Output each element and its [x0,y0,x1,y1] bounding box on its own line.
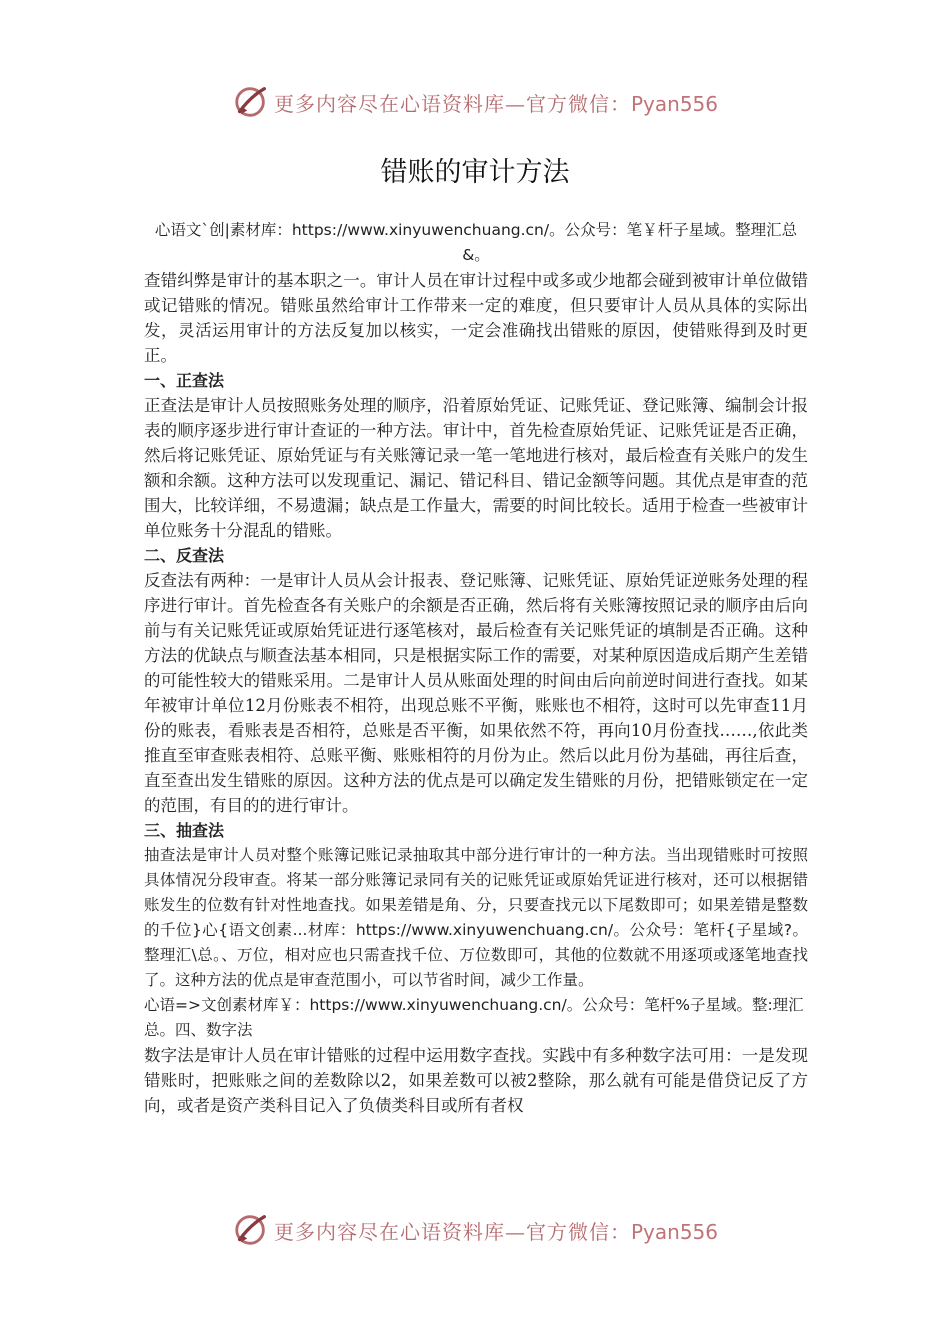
source-note: 心语文`创|素材库：https://www.xinyuwenchuang.cn/。公众号：笔￥杆子星域。整理汇总&。 [154,221,798,264]
pen-swirl-logo-icon [232,1211,270,1249]
banner-text: 更多内容尽在心语资料库—官方微信：Pyan556 [273,91,718,116]
section-4-paragraph: 数字法是审计人员在审计错账的过程中运用数字查找。实践中有多种数字法可用：一是发现错账时，把账账之间的差数除以2，如果差数可以被2整除，那么就有可能是借贷记反了方向，或者是资产类科目记入了负债类科目或所有者权 [144,1046,808,1115]
document-title: 错账的审计方法 [380,157,570,188]
section-heading-1: 一、正查法 [144,371,225,390]
wechat-id: Pyan556 [630,91,718,116]
footer-banner [0,1208,950,1252]
banner-text: 更多内容尽在心语资料库—官方微信：Pyan556 [273,1219,718,1244]
document-body [144,218,808,1118]
section-1-paragraph: 正查法是审计人员按照账务处理的顺序，沿着原始凭证、记账凭证、登记账簿、编制会计报表的顺序逐步进行审计查证的一种方法。审计中，首先检查原始凭证、记账凭证是否正确，然后将记账凭证、原始凭证与有关账簿记录一笔一笔地进行核对，最后检查有关账户的发生额和余额。这种方法可以发现重记、漏记、错记科目、错记金额等问题。其优点是审查的范围大，比较详细，不易遗漏；缺点是工作量大，需要的时间比较长。适用于检查一些被审计单位账务十分混乱的错账。 [144,396,808,540]
section-heading-3: 三、抽查法 [144,821,225,840]
source-note-2: 心语=>文创素材库￥：https://www.xinyuwenchuang.cn/。公众号：笔杆%子星域。整:理汇总。四、数字法 [144,996,804,1039]
section-heading-2: 二、反查法 [144,546,225,565]
pen-swirl-logo-icon [232,83,270,121]
intro-paragraph: 查错纠弊是审计的基本职之一。审计人员在审计过程中或多或少地都会碰到被审计单位做错或记错账的情况。错账虽然给审计工作带来一定的难度，但只要审计人员从具体的实际出发，灵活运用审计的方法反复加以核实，一定会准确找出错账的原因，使错账得到及时更正。 [144,271,808,365]
header-banner [0,80,950,124]
section-2-paragraph: 反查法有两种：一是审计人员从会计报表、登记账簿、记账凭证、原始凭证逆账务处理的程序进行审计。首先检查各有关账户的余额是否正确，然后将有关账簿按照记录的顺序由后向前与有关记账凭证或原始凭证进行逐笔核对，最后检查有关记账凭证的填制是否正确。这种方法的优缺点与顺查法基本相同，只是根据实际工作的需要，对某种原因造成后期产生差错的可能性较大的错账采用。二是审计人员从账面处理的时间由后向前逆时间进行查找。如某年被审计单位12月份账表不相符，出现总账不平衡，账账也不相符，这时可以先审查11月份的账表，看账表是否相符，总账是否平衡，如果依然不符，再向10月份查找……,依此类推直至审查账表相符、总账平衡、账账相符的月份为止。然后以此月份为基础，再往后查，直至查出发生错账的原因。这种方法的优点是可以确定发生错账的月份，把错账锁定在一定的范围，有目的的进行审计。 [144,571,808,815]
wechat-id: Pyan556 [630,1219,718,1244]
section-3-paragraph: 抽查法是审计人员对整个账簿记账记录抽取其中部分进行审计的一种方法。当出现错账时可按照具体情况分段审查。将某一部分账簿记录同有关的记账凭证或原始凭证进行核对，还可以根据错账发生的位数有针对性地查找。如果差错是角、分，只要查找元以下尾数即可；如果差错是整数的千位}心{语文创素...材库：https://www.xinyuwenchuang.cn/。公众号：笔杆{子星域?。整理汇\总。、万位，相对应也只需查找千位、万位数即可，其他的位数就不用逐项或逐笔地查找了。这种方法的优点是审查范围小，可以节省时间，减少工作量。 [144,846,808,989]
